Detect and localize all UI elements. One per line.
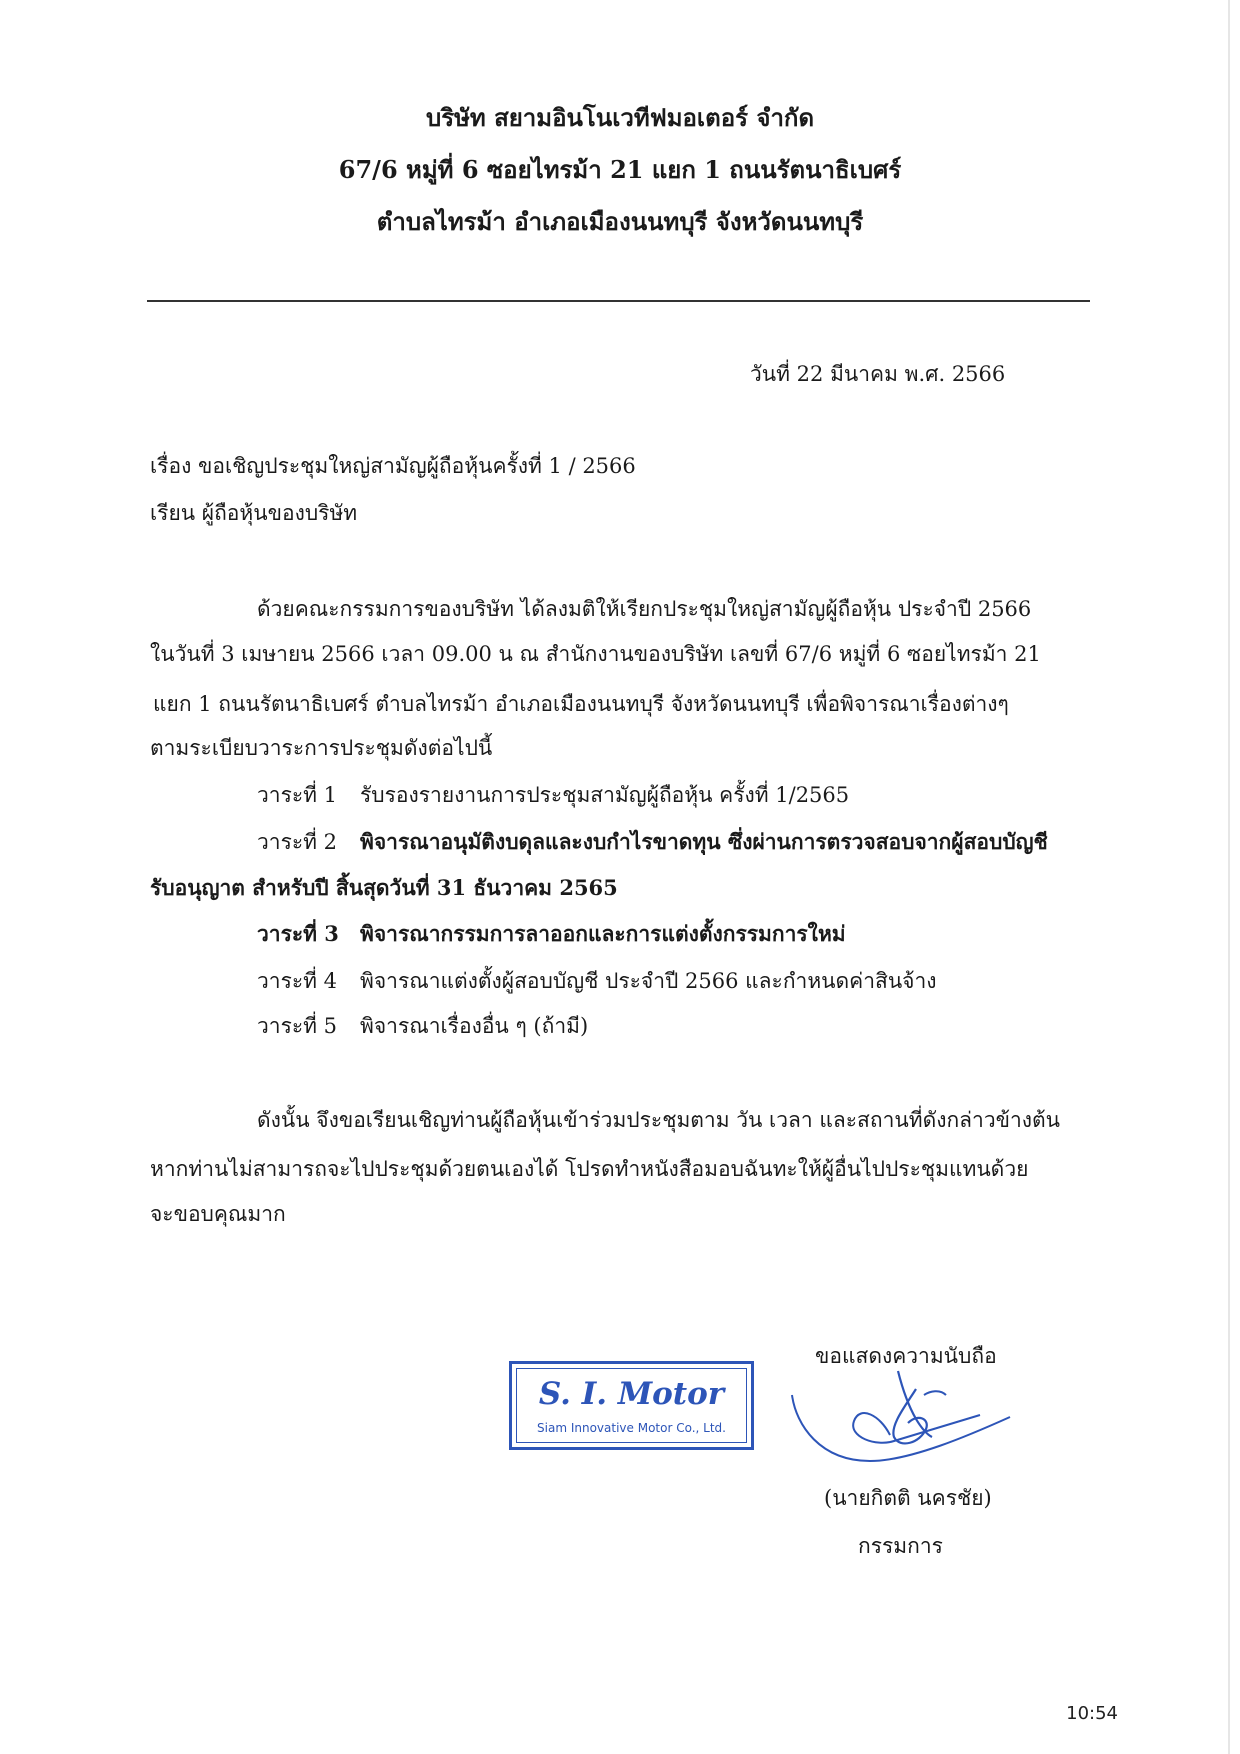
agenda-3-text: พิจารณากรรมการลาออกและการแต่งตั้งกรรมการใหม่ <box>360 921 846 946</box>
letter-subject: เรื่อง ขอเชิญประชุมใหญ่สามัญผู้ถือหุ้นครั้งที่ 1 / 2566 <box>150 454 636 478</box>
agenda-5-number: วาระที่ 5 <box>257 1014 338 1038</box>
agenda-1-number: วาระที่ 1 <box>257 783 338 807</box>
address-line-2: ตำบลไทรม้า อำเภอเมืองนนทบุรี จังหวัดนนทบุรี <box>376 207 864 236</box>
closing-line-1: ดังนั้น จึงขอเรียนเชิญท่านผู้ถือหุ้นเข้าร่วมประชุมตาม วัน เวลา และสถานที่ดังกล่าวข้างต้น <box>257 1108 1061 1132</box>
agenda-2-number: วาระที่ 2 <box>257 830 338 854</box>
agenda-1-text: รับรองรายงานการประชุมสามัญผู้ถือหุ้น ครั้งที่ 1/2565 <box>360 783 850 807</box>
company-stamp <box>509 1361 754 1450</box>
agenda-3-number: วาระที่ 3 <box>257 921 339 946</box>
address-line-1: 67/6 หมู่ที่ 6 ซอยไทรม้า 21 แยก 1 ถนนรัตนาธิเบศร์ <box>338 155 902 184</box>
letter-date: วันที่ 22 มีนาคม พ.ศ. 2566 <box>750 362 1006 386</box>
header-divider <box>147 300 1090 302</box>
closing-line-2: หากท่านไม่สามารถจะไปประชุมด้วยตนเองได้ โปรดทำหนังสือมอบฉันทะให้ผู้อื่นไปประชุมแทนด้วย <box>150 1157 1029 1181</box>
company-name: บริษัท สยามอินโนเวทีฟมอเตอร์ จำกัด <box>425 103 815 132</box>
body-line-1: ด้วยคณะกรรมการของบริษัท ได้ลงมติให้เรียกประชุมใหญ่สามัญผู้ถือหุ้น ประจำปี 2566 <box>257 597 1032 621</box>
handwritten-signature <box>790 1365 1020 1465</box>
agenda-4-text: พิจารณาแต่งตั้งผู้สอบบัญชี ประจำปี 2566 และกำหนดค่าสินจ้าง <box>360 969 937 993</box>
stamp-logo: S. I. Motor <box>538 1376 725 1412</box>
closing-line-3: จะขอบคุณมาก <box>150 1202 286 1226</box>
page-edge <box>1228 0 1230 1754</box>
signatory-name: (นายกิตติ นครชัย) <box>824 1486 992 1510</box>
agenda-2-continued: รับอนุญาต สำหรับปี สิ้นสุดวันที่ 31 ธันวาคม 2565 <box>150 875 618 900</box>
agenda-2-text: พิจารณาอนุมัติงบดุลและงบกำไรขาดทุน ซึ่งผ่านการตรวจสอบจากผู้สอบบัญชี <box>360 829 1048 854</box>
regards-text: ขอแสดงความนับถือ <box>815 1344 997 1368</box>
stamp-company-name: Siam Innovative Motor Co., Ltd. <box>537 1421 726 1435</box>
body-line-2: ในวันที่ 3 เมษายน 2566 เวลา 09.00 น ณ สำนักงานของบริษัท เลขที่ 67/6 หมู่ที่ 6 ซอยไทรม้า 21 <box>150 642 1041 666</box>
agenda-4-number: วาระที่ 4 <box>257 969 338 993</box>
agenda-5-text: พิจารณาเรื่องอื่น ๆ (ถ้ามี) <box>360 1014 589 1038</box>
letter-recipient: เรียน ผู้ถือหุ้นของบริษัท <box>150 501 358 525</box>
footer-time: 10:54 <box>1066 1703 1118 1724</box>
signatory-title: กรรมการ <box>858 1534 943 1558</box>
body-line-3: แยก 1 ถนนรัตนาธิเบศร์ ตำบลไทรม้า อำเภอเมืองนนทบุรี จังหวัดนนทบุรี เพื่อพิจารณาเรื่องต่างๆ <box>153 692 1009 716</box>
body-line-4: ตามระเบียบวาระการประชุมดังต่อไปนี้ <box>150 736 493 760</box>
